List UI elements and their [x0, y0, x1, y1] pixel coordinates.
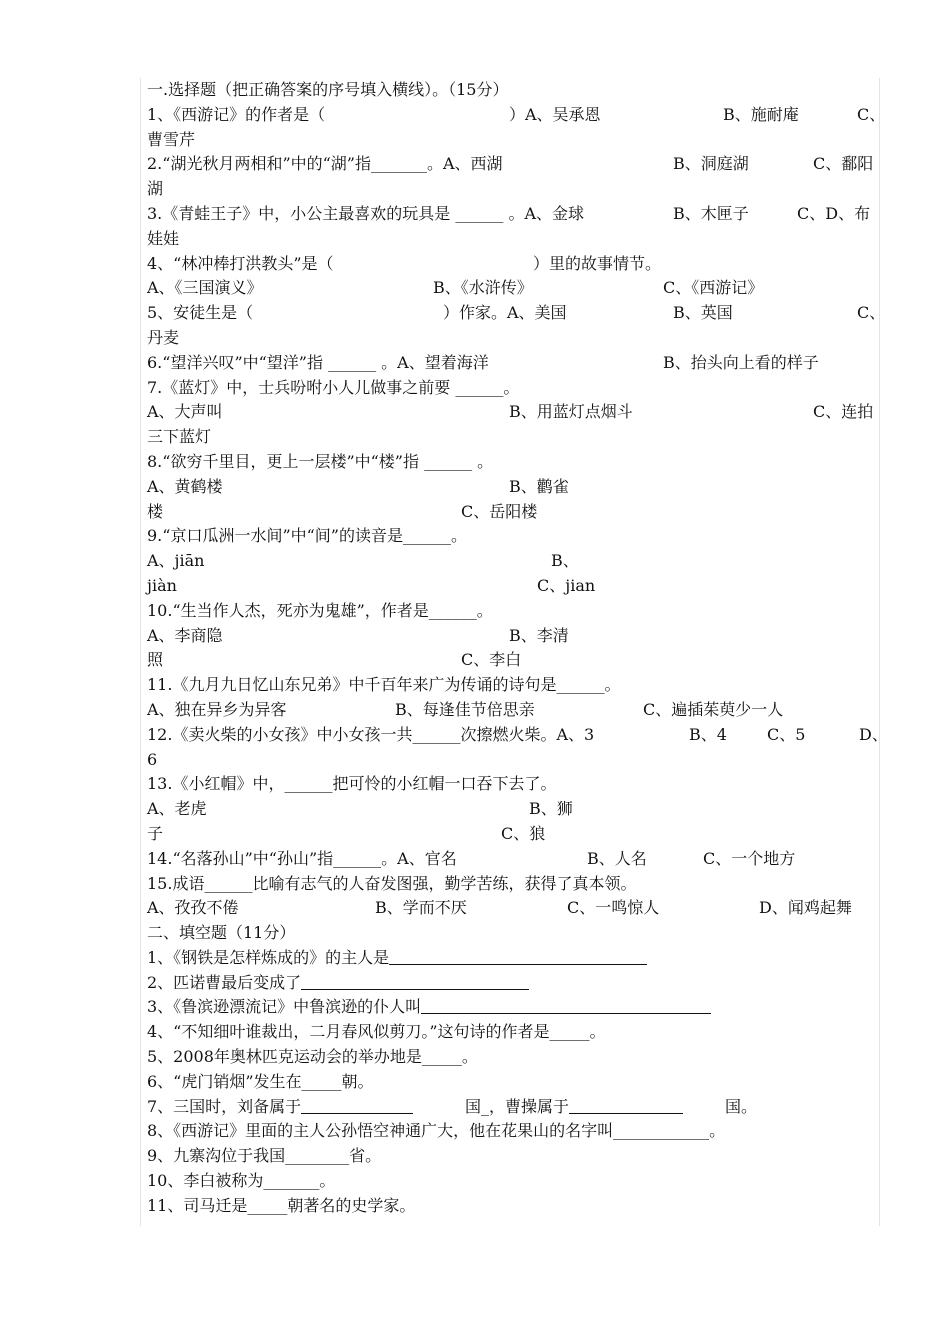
q9-option-a: A、jiān: [147, 551, 205, 571]
q5-wrap-text: 丹麦: [147, 327, 180, 347]
fill-item-6-text: 6、“虎门销烟”发生在_____朝。: [147, 1071, 374, 1091]
q13-option-b: B、狮: [529, 799, 573, 819]
q1-line: [147, 103, 886, 128]
q12-option-b: B、4: [689, 724, 727, 744]
q9-wrap: [147, 574, 877, 599]
q2-line: [147, 152, 877, 177]
q3-wrap: [147, 227, 877, 252]
q4-option-b: B、《水浒传》: [433, 278, 533, 298]
fill-item-11: [147, 1194, 877, 1219]
q10-option-c: C、李白: [461, 650, 522, 670]
q14-option-b: B、人名: [587, 848, 647, 868]
q13-options: [147, 797, 877, 822]
q12-option-d: D、: [859, 724, 888, 744]
fill-item-11-text: 11、司马迁是_____朝著名的史学家。: [147, 1195, 416, 1215]
q4-options: [147, 276, 877, 301]
q15-options: [147, 896, 877, 921]
fill-item-text: [147, 971, 529, 996]
q4-option-c: C、《西游记》: [663, 278, 764, 298]
fill-item-6: [147, 1070, 877, 1095]
q4-line: [147, 252, 877, 277]
q14-stem: 14.“名落孙山”中“孙山”指______。A、官名: [147, 848, 457, 868]
fill-item-9-text: 9、九寨沟位于我国________省。: [147, 1146, 382, 1166]
q8-option-b: B、鹳雀: [509, 476, 569, 496]
fill-item-5-text: 5、2008年奥林匹克运动会的举办地是_____。: [147, 1047, 478, 1067]
answer-blank[interactable]: [301, 971, 529, 990]
q7-options: [147, 400, 877, 425]
q1-wrap: [147, 128, 877, 153]
fill-item-text: [147, 946, 647, 971]
q11-stem: 11.《九月九日忆山东兄弟》中千百年来广为传诵的诗句是______。: [147, 675, 621, 695]
q2-option-b: B、洞庭湖: [673, 154, 749, 174]
document-content: [147, 78, 888, 1219]
fill-item-9: [147, 1144, 877, 1169]
fill-item-text: [147, 1095, 413, 1120]
fill-item-10: [147, 1169, 877, 1194]
q3-line: [147, 202, 877, 227]
q11-options: [147, 698, 877, 723]
q6-option-b: B、抬头向上看的样子: [663, 352, 819, 372]
answer-blank[interactable]: [421, 995, 711, 1014]
section-1-title: [147, 78, 877, 103]
fill-item-4-text: 4、“不知细叶谁裁出，二月春风似剪刀。”这句诗的作者是_____。: [147, 1022, 606, 1042]
q2-wrap: [147, 177, 877, 202]
q9-option-c: C、jian: [537, 575, 596, 595]
q7-stem: 7.《蓝灯》中，士兵吩咐小人儿做事之前要 ______。: [147, 377, 520, 397]
q5-line: [147, 301, 886, 326]
q11-option-b: B、每逢佳节倍思亲: [395, 699, 535, 719]
q2-wrap-text: 湖: [147, 179, 164, 199]
fill-item-3: [147, 995, 877, 1020]
q12-wrap: [147, 748, 877, 773]
q7-wrap: [147, 425, 877, 450]
q1-option-c: C、: [857, 104, 886, 124]
fill-item-7-text-c: 国。: [725, 1096, 758, 1116]
fill-item-2-text: 2、匹诺曹最后变成了: [147, 972, 302, 992]
q12-stem: 12.《卖火柴的小女孩》中小女孩一共______次擦燃火柴。A、3: [147, 724, 595, 744]
q8-option-a: A、黄鹤楼: [147, 476, 223, 496]
fill-item-text: [465, 1095, 683, 1120]
fill-item-2: [147, 971, 877, 996]
q8-wrap-text: 楼: [147, 501, 164, 521]
q7-wrap-text: 三下蓝灯: [147, 427, 212, 447]
q5-option-a: ）作家。A、美国: [443, 303, 567, 323]
q7-line: [147, 376, 877, 401]
q1-option-b: B、施耐庵: [723, 104, 799, 124]
q10-options: [147, 624, 877, 649]
q13-wrap-text: 子: [147, 823, 164, 843]
q13-option-c: C、狼: [501, 823, 546, 843]
q2-option-c: C、鄱阳: [813, 154, 874, 174]
q5-option-c: C、: [857, 303, 886, 323]
q3-wrap-text: 娃娃: [147, 228, 180, 248]
q7-option-c: C、连拍: [813, 402, 874, 422]
answer-blank[interactable]: [389, 946, 647, 965]
q7-option-a: A、大声叫: [147, 402, 223, 422]
q8-option-c: C、岳阳楼: [461, 501, 538, 521]
q13-stem: 13.《小红帽》中，______把可怜的小红帽一口吞下去了。: [147, 774, 557, 794]
q4-stem-end: ）里的故事情节。: [533, 253, 662, 273]
q5-option-b: B、英国: [673, 303, 733, 323]
q1-option-c-text: 曹雪芹: [147, 129, 196, 149]
q15-option-d: D、闻鸡起舞: [759, 898, 852, 918]
q4-option-a: A、《三国演义》: [147, 278, 263, 298]
q1-option-a: ）A、吴承恩: [509, 104, 601, 124]
q13-line: [147, 772, 877, 797]
section-title-text: 一.选择题（把正确答案的序号填入横线）。（15分）: [147, 80, 509, 99]
q15-option-c: C、一鸣惊人: [567, 898, 660, 918]
section-title-text: 二、填空题（11分）: [147, 923, 296, 943]
q13-wrap: [147, 822, 877, 847]
q6-line: [147, 351, 877, 376]
q11-option-c: C、遍插茱萸少一人: [643, 699, 784, 719]
q4-stem: 4、“林冲棒打洪教头”是（: [147, 253, 334, 273]
q11-option-a: A、独在异乡为异客: [147, 699, 287, 719]
q13-option-a: A、老虎: [147, 799, 207, 819]
fill-item-8: [147, 1119, 877, 1144]
q6-stem: 6.“望洋兴叹”中“望洋”指 ______ 。A、望着海洋: [147, 352, 489, 372]
q9-options: [147, 549, 877, 574]
answer-blank[interactable]: [301, 1095, 413, 1114]
answer-blank[interactable]: [569, 1095, 683, 1114]
q14-line: [147, 847, 877, 872]
q10-wrap-text: 照: [147, 650, 164, 670]
q12-wrap-text: 6: [147, 749, 158, 769]
q2-stem: 2.“湖光秋月两相和”中的“湖”指_______。A、西湖: [147, 154, 503, 174]
fill-item-8-text: 8、《西游记》里面的主人公孙悟空神通广大，他在花果山的名字叫____________。: [147, 1121, 726, 1141]
q11-line: [147, 673, 877, 698]
fill-item-3-text: 3、《鲁滨逊漂流记》中鲁滨逊的仆人叫: [147, 997, 422, 1017]
q10-option-a: A、李商隐: [147, 625, 223, 645]
fill-item-10-text: 10、李白被称为_______。: [147, 1171, 336, 1191]
fill-item-1: [147, 946, 877, 971]
q3-option-b: B、木匣子: [673, 203, 749, 223]
q8-options: [147, 475, 877, 500]
q3-option-cd: C、D、布: [797, 203, 871, 223]
q9-wrap-text: jiàn: [147, 575, 177, 595]
q15-option-b: B、学而不厌: [375, 898, 467, 918]
fill-item-7-text-a: 7、三国时，刘备属于: [147, 1096, 302, 1116]
q12-option-c: C、5: [767, 724, 806, 744]
q3-stem: 3.《青蛙王子》中，小公主最喜欢的玩具是 ______ 。A、金球: [147, 203, 584, 223]
document-page: [140, 78, 888, 1226]
q10-wrap: [147, 648, 877, 673]
q10-line: [147, 599, 877, 624]
q9-option-b: B、: [551, 551, 579, 571]
q8-stem: 8.“欲穷千里目，更上一层楼”中“楼”指 ______ 。: [147, 451, 494, 471]
q9-line: [147, 524, 877, 549]
fill-item-1-text: 1、《钢铁是怎样炼成的》的主人是: [147, 947, 390, 967]
fill-item-4: [147, 1020, 877, 1045]
fill-item-7-text-b: 国_，曹操属于: [465, 1096, 570, 1116]
q8-line: [147, 450, 877, 475]
section-2-title: [147, 921, 877, 946]
q9-stem: 9.“京口瓜洲一水间”中“间”的读音是______。: [147, 526, 467, 546]
q15-stem: 15.成语______比喻有志气的人奋发图强，勤学苦练，获得了真本领。: [147, 873, 637, 893]
q5-wrap: [147, 326, 877, 351]
q12-line: [147, 723, 888, 748]
q5-stem: 5、安徒生是（: [147, 303, 254, 323]
q10-stem: 10.“生当作人杰，死亦为鬼雄”，作者是______。: [147, 600, 493, 620]
fill-item-text: [147, 995, 711, 1020]
fill-item-7: [147, 1095, 877, 1120]
q7-option-b: B、用蓝灯点烟斗: [509, 402, 633, 422]
q1-stem: 1、《西游记》的作者是（: [147, 104, 326, 124]
q8-wrap: [147, 500, 877, 525]
q10-option-b: B、李清: [509, 625, 569, 645]
q15-option-a: A、孜孜不倦: [147, 898, 239, 918]
q14-option-c: C、一个地方: [703, 848, 796, 868]
q15-line: [147, 872, 877, 897]
fill-item-5: [147, 1045, 877, 1070]
